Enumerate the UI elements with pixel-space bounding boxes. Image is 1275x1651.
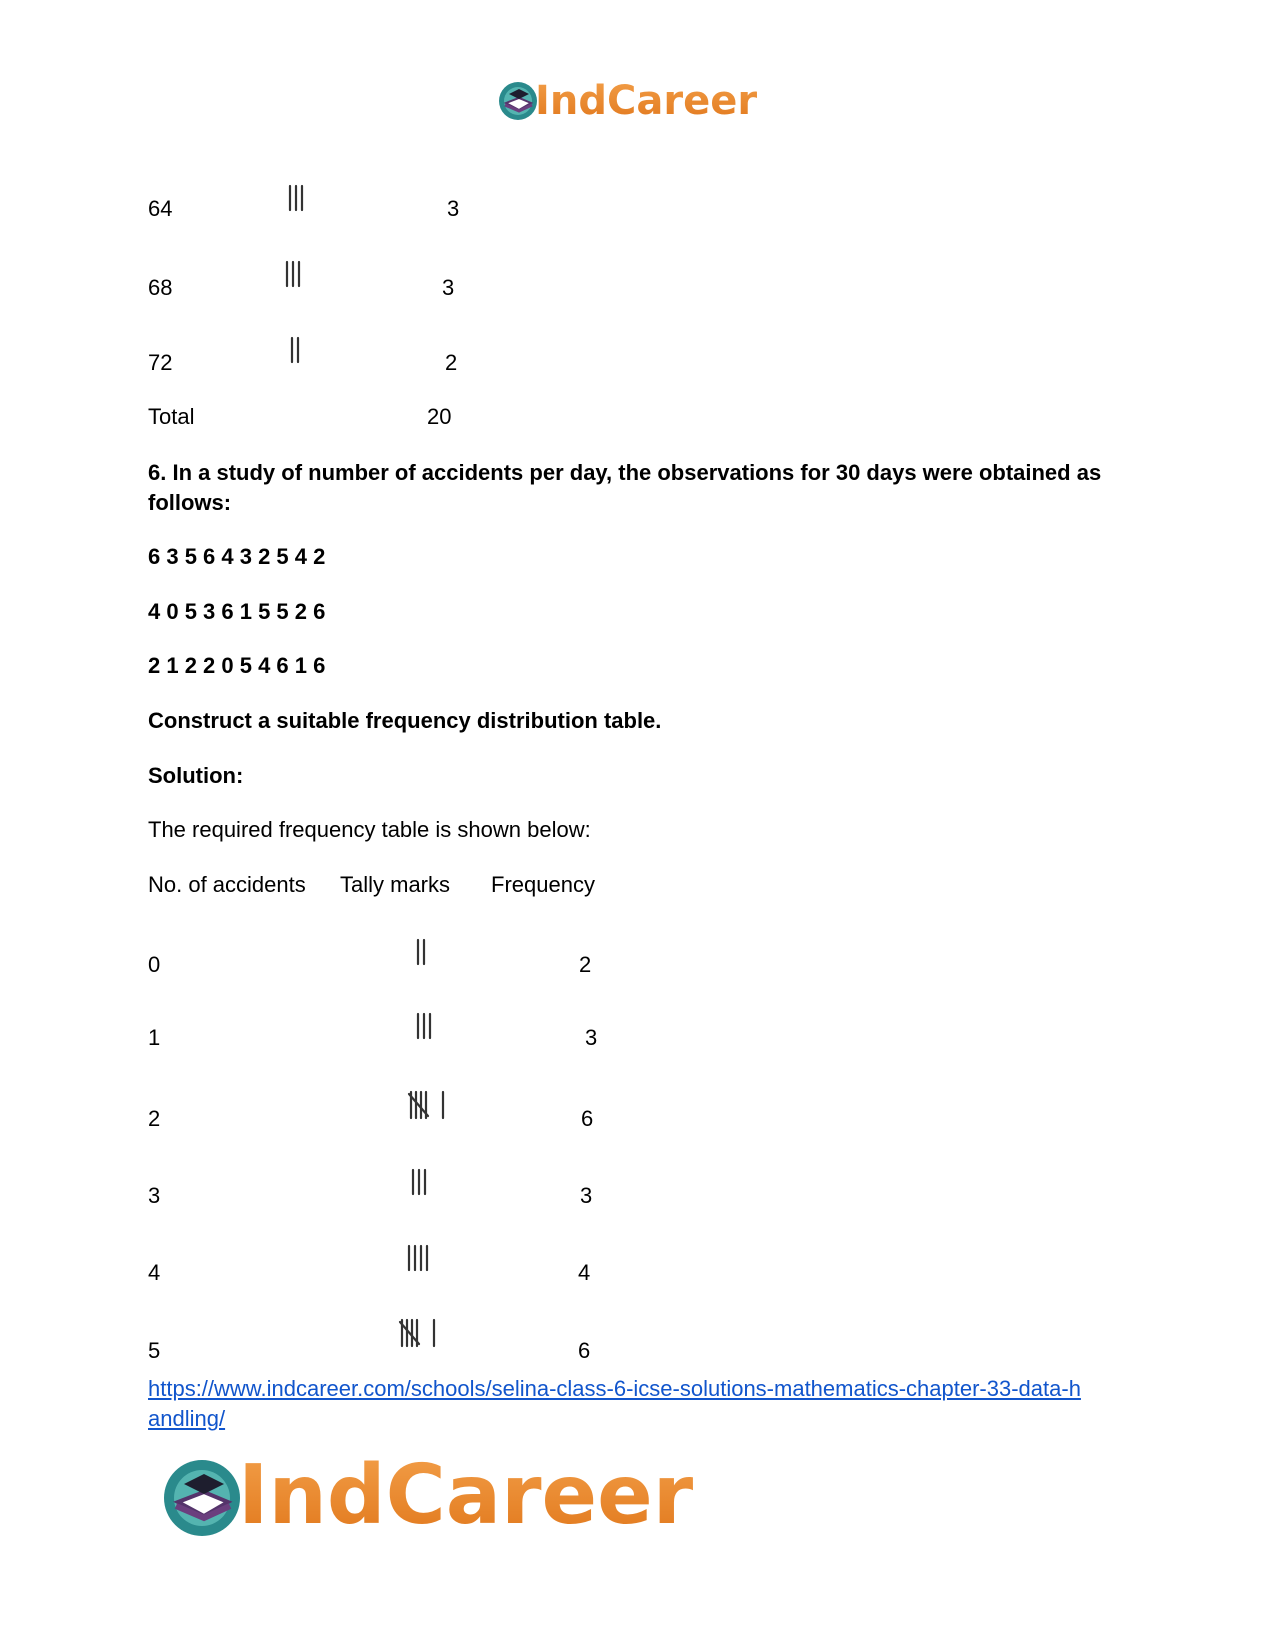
tally-marks — [288, 336, 312, 366]
column-header-accidents: No. of accidents — [148, 872, 306, 897]
table1-value-72: 72 — [148, 350, 173, 375]
table-row-frequency: 3 — [580, 1183, 593, 1208]
table-row-frequency: 2 — [579, 952, 592, 977]
table1-value-64: 64 — [148, 196, 173, 221]
table-row-value: 5 — [148, 1338, 161, 1363]
tally-marks — [409, 1168, 439, 1198]
table-row-frequency: 3 — [585, 1025, 598, 1050]
footer-link-wrapper — [148, 1374, 1148, 1434]
table1-value-68: 68 — [148, 275, 173, 300]
tally-marks — [407, 1088, 451, 1122]
solution-label: Solution: — [148, 763, 244, 788]
data-line: 4 0 5 3 6 1 5 5 2 6 — [148, 599, 326, 624]
tally-marks — [283, 260, 313, 290]
table1-total-value: 20 — [427, 404, 452, 429]
graduate-book-icon — [497, 80, 539, 122]
table-row-value: 4 — [148, 1260, 161, 1285]
table-row-value: 0 — [148, 952, 161, 977]
table1-frequency: 3 — [442, 275, 455, 300]
table-row-value: 2 — [148, 1106, 161, 1131]
data-line: 2 1 2 2 0 5 4 6 1 6 — [148, 653, 326, 678]
tally-marks — [398, 1316, 442, 1350]
header-logo-text: IndCareer — [535, 78, 758, 124]
table-row-frequency: 6 — [581, 1106, 594, 1131]
table-row-value: 1 — [148, 1025, 161, 1050]
question-instruction: Construct a suitable frequency distribution table. — [148, 708, 662, 733]
table-row-value: 3 — [148, 1183, 161, 1208]
solution-intro: The required frequency table is shown below: — [148, 817, 591, 842]
column-header-frequency: Frequency — [491, 872, 595, 897]
tally-marks — [414, 1012, 444, 1042]
source-link-line2: andling/ — [148, 1406, 226, 1431]
footer-logo — [160, 1448, 720, 1543]
question-text: 6. In a study of number of accidents per day, the observations for 30 days were obtained as follows: — [148, 460, 1102, 515]
table1-total-label: Total — [148, 404, 195, 429]
source-link[interactable] — [148, 1376, 1081, 1431]
table1-frequency: 2 — [445, 350, 458, 375]
column-header-tally: Tally marks — [340, 872, 451, 897]
tally-marks — [414, 938, 438, 968]
table1-frequency: 3 — [447, 196, 460, 221]
source-link-line1: https://www.indcareer.com/schools/selina-class-6-icse-solutions-mathematics-chapter-33-data-h — [148, 1376, 1081, 1401]
tally-marks — [405, 1244, 439, 1274]
data-line: 6 3 5 6 4 3 2 5 4 2 — [148, 544, 326, 569]
graduate-book-icon — [160, 1456, 244, 1540]
footer-logo-text: IndCareer — [238, 1446, 693, 1546]
table-row-frequency: 6 — [578, 1338, 591, 1363]
tally-marks — [286, 184, 316, 214]
table-row-frequency: 4 — [578, 1260, 591, 1285]
